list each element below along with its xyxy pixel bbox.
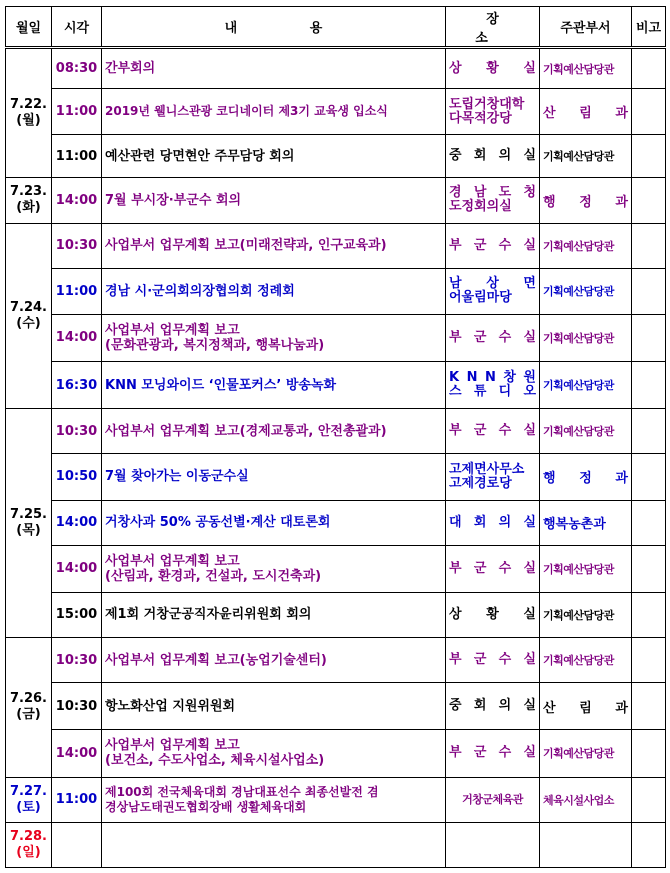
table-row [6, 223, 666, 268]
place-cell: 상 황 실 [446, 48, 540, 89]
note-cell [632, 454, 666, 500]
note-cell [632, 314, 666, 361]
place-cell: 거창군체육관 [446, 777, 540, 822]
place-line: 어울림마당 [449, 290, 512, 306]
note-cell [632, 409, 666, 454]
time-cell: 10:30 [52, 223, 102, 268]
note-cell [632, 268, 666, 314]
schedule-table [5, 6, 666, 868]
dept-cell: 산 림 과 [540, 89, 632, 135]
title-cell: 7월 찾아가는 이동군수실 [102, 454, 446, 500]
dept-cell: 기획예산담당관 [540, 730, 632, 777]
place-cell: 부 군 수 실 [446, 409, 540, 454]
place-cell [446, 178, 540, 223]
place-line: 고제면사무소 [449, 461, 525, 477]
dept-cell: 기획예산담당관 [540, 223, 632, 268]
date-cell [6, 638, 52, 778]
title-cell [102, 545, 446, 592]
header-row [6, 7, 666, 48]
time-cell: 11:00 [52, 135, 102, 178]
title-line: 사업부서 업무계획 보고 [105, 322, 240, 338]
title-cell: 사업부서 업무계획 보고(미래전략과, 인구교육과) [102, 223, 446, 268]
date-cell [6, 409, 52, 638]
table-row [6, 777, 666, 822]
time-cell: 14:00 [52, 178, 102, 223]
note-cell [632, 48, 666, 89]
date-line: 7.22. [9, 97, 47, 113]
table-row [6, 683, 666, 730]
title-line: (문화관광과, 복지정책과, 행복나눔과) [105, 337, 325, 353]
title-cell: 제1회 거창군공직자윤리위원회 회의 [102, 592, 446, 637]
place-cell: 부 군 수 실 [446, 314, 540, 361]
note-cell [632, 822, 666, 867]
time-cell: 10:30 [52, 409, 102, 454]
note-cell [632, 89, 666, 135]
title-cell: 2019년 웰니스관광 코디네이터 제3기 교육생 입소식 [102, 89, 446, 135]
table-row [6, 730, 666, 777]
date-cell [6, 178, 52, 223]
title-cell [102, 314, 446, 361]
table-row [6, 89, 666, 135]
table-row [6, 500, 666, 545]
place-line: 남 상 면 [449, 276, 536, 292]
time-cell: 10:30 [52, 638, 102, 683]
dept-cell: 기획예산담당관 [540, 314, 632, 361]
date-line: 7.26. [9, 691, 47, 707]
place-line: K N N 창 원 [449, 370, 536, 386]
place-cell [446, 268, 540, 314]
title-line: 경상남도태권도협회장배 생활체육대회 [105, 799, 307, 814]
note-cell [632, 178, 666, 223]
note-cell [632, 223, 666, 268]
note-cell [632, 362, 666, 409]
time-cell: 14:00 [52, 500, 102, 545]
table-row [6, 545, 666, 592]
title-cell: 간부회의 [102, 48, 446, 89]
date-cell [6, 822, 52, 867]
weekday-line: (토) [16, 799, 41, 815]
place-cell: 부 군 수 실 [446, 545, 540, 592]
date-cell [6, 777, 52, 822]
place-cell: 부 군 수 실 [446, 223, 540, 268]
place-cell [446, 454, 540, 500]
table-row [6, 592, 666, 637]
weekday-line: (수) [16, 315, 41, 331]
time-cell: 11:00 [52, 89, 102, 135]
table-row [6, 178, 666, 223]
place-line: 스 튜 디 오 [449, 384, 536, 400]
header-note: 비고 [632, 7, 666, 48]
weekday-line: (일) [16, 844, 41, 860]
dept-cell: 기획예산담당관 [540, 592, 632, 637]
date-line: 7.25. [9, 507, 47, 523]
dept-cell: 기획예산담당관 [540, 409, 632, 454]
dept-cell: 행 정 과 [540, 178, 632, 223]
header-time: 시각 [52, 7, 102, 48]
header-place: 장 소 [446, 7, 540, 48]
time-cell: 08:30 [52, 48, 102, 89]
place-cell: 대 회 의 실 [446, 500, 540, 545]
time-cell: 11:00 [52, 268, 102, 314]
dept-cell: 기획예산담당관 [540, 268, 632, 314]
dept-cell [540, 822, 632, 867]
title-cell: 사업부서 업무계획 보고(농업기술센터) [102, 638, 446, 683]
header-dept: 주관부서 [540, 7, 632, 48]
place-line: 경 남 도 청 [449, 185, 536, 201]
time-cell: 11:00 [52, 777, 102, 822]
weekday-line: (화) [16, 200, 41, 216]
note-cell [632, 683, 666, 730]
place-cell [446, 89, 540, 135]
date-line: 7.23. [9, 184, 47, 200]
table-row [6, 268, 666, 314]
table-row [6, 822, 666, 867]
title-cell: KNN 모닝와이드 ‘인물포커스’ 방송녹화 [102, 362, 446, 409]
dept-cell: 산 림 과 [540, 683, 632, 730]
time-cell: 14:00 [52, 730, 102, 777]
date-cell [6, 223, 52, 409]
time-cell: 16:30 [52, 362, 102, 409]
title-line: (보건소, 수도사업소, 체육시설사업소) [105, 753, 325, 769]
dept-cell: 기획예산담당관 [540, 135, 632, 178]
dept-cell: 체육시설사업소 [540, 777, 632, 822]
place-cell: 부 군 수 실 [446, 730, 540, 777]
weekday-line: (금) [16, 707, 41, 723]
title-cell: 7월 부시장·부군수 회의 [102, 178, 446, 223]
title-cell [102, 822, 446, 867]
table-row [6, 362, 666, 409]
note-cell [632, 777, 666, 822]
title-line: 사업부서 업무계획 보고 [105, 738, 240, 754]
dept-cell: 기획예산담당관 [540, 48, 632, 89]
table-row [6, 314, 666, 361]
place-cell: 중 회 의 실 [446, 683, 540, 730]
table-row [6, 638, 666, 683]
dept-cell: 기획예산담당관 [540, 362, 632, 409]
note-cell [632, 135, 666, 178]
note-cell [632, 730, 666, 777]
place-cell [446, 362, 540, 409]
date-line: 7.24. [9, 299, 47, 315]
table-row [6, 409, 666, 454]
time-cell: 10:30 [52, 683, 102, 730]
dept-cell: 행 정 과 [540, 454, 632, 500]
place-cell [446, 822, 540, 867]
table-row [6, 454, 666, 500]
place-line: 도정회의실 [449, 199, 512, 215]
title-cell [102, 777, 446, 822]
header-title: 내 용 [102, 7, 446, 48]
time-cell: 14:00 [52, 314, 102, 361]
time-cell [52, 822, 102, 867]
place-cell: 상 황 실 [446, 592, 540, 637]
date-cell [6, 48, 52, 178]
table-row [6, 48, 666, 89]
time-cell: 15:00 [52, 592, 102, 637]
title-line: 사업부서 업무계획 보고 [105, 553, 240, 569]
place-line: 고제경로당 [449, 475, 512, 491]
weekday-line: (월) [16, 113, 41, 129]
dept-cell: 기획예산담당관 [540, 545, 632, 592]
date-line: 7.27. [9, 783, 47, 799]
weekday-line: (목) [16, 523, 41, 539]
time-cell: 10:50 [52, 454, 102, 500]
dept-cell: 기획예산담당관 [540, 638, 632, 683]
dept-cell: 행복농촌과 [540, 500, 632, 545]
title-cell [102, 730, 446, 777]
place-line: 도립거창대학 [449, 96, 525, 112]
title-line: (산림과, 환경과, 건설과, 도시건축과) [105, 568, 322, 584]
table-row [6, 135, 666, 178]
place-line: 다목적강당 [449, 110, 512, 126]
title-line: 제100회 전국체육대회 경남대표선수 최종선발전 겸 [105, 784, 379, 799]
note-cell [632, 545, 666, 592]
time-cell: 14:00 [52, 545, 102, 592]
title-cell: 예산관련 당면현안 주무담당 회의 [102, 135, 446, 178]
title-cell: 경남 시·군의회의장협의회 정례회 [102, 268, 446, 314]
title-cell: 사업부서 업무계획 보고(경제교통과, 안전총괄과) [102, 409, 446, 454]
title-cell: 거창사과 50% 공동선별·계산 대토론회 [102, 500, 446, 545]
place-cell: 중 회 의 실 [446, 135, 540, 178]
note-cell [632, 500, 666, 545]
date-line: 7.28. [9, 828, 47, 844]
title-cell: 항노화산업 지원위원회 [102, 683, 446, 730]
place-cell: 부 군 수 실 [446, 638, 540, 683]
note-cell [632, 638, 666, 683]
header-date: 월일 [6, 7, 52, 48]
note-cell [632, 592, 666, 637]
